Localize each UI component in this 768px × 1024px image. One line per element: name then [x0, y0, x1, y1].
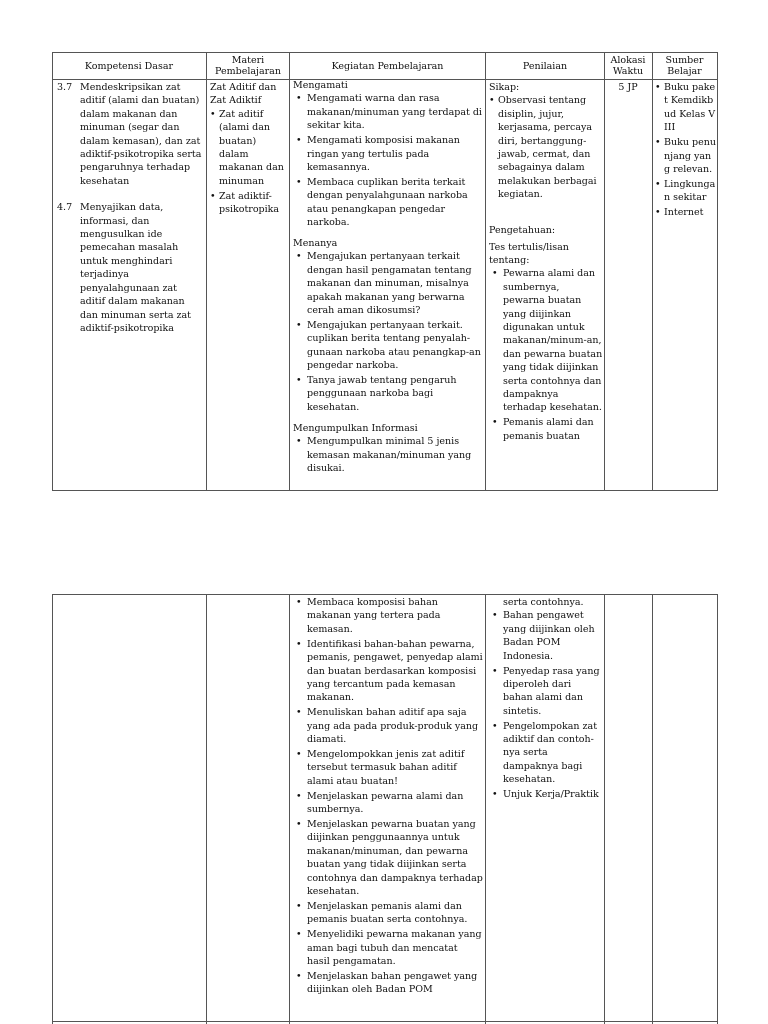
header-kegiatan-pembelajaran: Kegiatan Pembelajaran — [331, 60, 444, 72]
penilaian-cell — [489, 596, 603, 803]
list-item: • Tanya jawab tentang pengaruh penggunaan narkoba bagi kesehatan. — [293, 374, 483, 414]
col-divider — [289, 52, 290, 491]
list-item: • Menjelaskan pewarna alami dan sumbernya. — [293, 790, 483, 817]
table-bottom — [52, 594, 718, 1024]
list-item: • Identifikasi bahan-bahan pewarna, pemanis, pengawet, penyedap alami dan buatan berdasarkan komposisi yang tercantum pada kemasan makanan. — [293, 638, 483, 705]
kompetensi-item — [57, 201, 203, 335]
sumber-list — [655, 81, 716, 220]
list-item: • Membaca cuplikan berita terkait dengan penyalahgunaan narkoba atau penangkapan pengedar narkoba. — [293, 176, 483, 230]
kegiatan-cell — [293, 596, 483, 998]
header-alokasi-waktu: Alokasi Waktu — [610, 55, 646, 77]
tes-label: Tes tertulis/lisan tentang: — [489, 241, 569, 266]
kompetensi-number: 4.7 — [57, 202, 73, 214]
list-item: • Membaca komposisi bahan makanan yang tertera pada kemasan. — [293, 596, 483, 636]
table-border-bottom — [52, 1021, 718, 1022]
col-divider — [206, 52, 207, 491]
header-penilaian: Penilaian — [522, 60, 568, 72]
sumber-cell — [655, 81, 716, 221]
tes-list — [489, 267, 603, 443]
list-item: • Zat aditif (alami dan buatan) dalam makanan dan minuman — [210, 108, 287, 188]
col-divider — [717, 594, 718, 1024]
list-item: • Mengumpulkan minimal 5 jenis kemasan makanan/minuman yang disukai. — [293, 435, 483, 475]
alokasi-value: 5 JP — [618, 82, 638, 93]
pengetahuan-label: Pengetahuan: — [489, 225, 556, 237]
header-sumber-belajar: Sumber Belajar — [665, 55, 704, 77]
list-item: • Observasi tentang disiplin, jujur, kerjasama, percaya diri, bertanggung-jawab, cermat, dan sebagainya dalam melakukan berbagai kegiatan. — [489, 94, 603, 201]
kompetensi-text: Mendeskripsikan zat aditif (alami dan buatan) dalam makanan dan minuman (segar dan dalam kemasan), dan zat adiktif-psikotropika serta pengaruhnya terhadap kesehatan — [80, 82, 202, 187]
col-divider — [289, 594, 290, 1024]
list-item: • Lingkungan sekitar — [655, 178, 716, 205]
list-item: • Mengamati komposisi makanan ringan yang tertulis pada kemasannya. — [293, 134, 483, 174]
list-item: • Penyedap rasa yang diperoleh dari bahan alami dan sintetis. — [489, 665, 603, 719]
materi-title: Zat Aditif dan Zat Adiktif — [210, 82, 277, 107]
col-divider — [717, 52, 718, 491]
materi-cell — [210, 81, 287, 218]
list-item: • Pengelompokan zat adiktif dan contoh-nya serta dampaknya bagi kesehatan. — [489, 720, 603, 787]
list-item: • Mengelompokkan jenis zat aditif tersebut termasuk bahan aditif alami atau buatan! — [293, 748, 483, 788]
col-divider — [652, 52, 653, 491]
list-item: • Buku penunjang yang relevan. — [655, 136, 716, 176]
kompetensi-dasar-cell — [57, 81, 203, 335]
list-item: • Menuliskan bahan aditif apa saja yang ada pada produk-produk yang diamati. — [293, 706, 483, 746]
col-divider — [604, 594, 605, 1024]
col-divider — [485, 52, 486, 491]
list-item: • Menjelaskan pemanis alami dan pemanis buatan serta contohnya. — [293, 900, 483, 927]
col-divider — [652, 594, 653, 1024]
list-item: • Pemanis alami dan pemanis buatan — [489, 416, 603, 443]
list-item: • Internet — [655, 206, 716, 219]
kegiatan-list — [293, 250, 483, 414]
list-item: • Mengamati warna dan rasa makanan/minuman yang terdapat di sekitar kita. — [293, 92, 483, 132]
list-item: • Bahan pengawet yang diijinkan oleh Badan POM Indonesia. — [489, 609, 603, 663]
list-item: • Zat adiktif-psikotropika — [210, 190, 287, 217]
list-item: • Menjelaskan pewarna buatan yang diijinkan penggunaannya untuk makanan/minuman, dan pewarna buatan yang tidak diijinkan serta contohnya dan dampaknya terhadap kesehatan. — [293, 818, 483, 898]
kompetensi-number: 3.7 — [57, 82, 73, 93]
sikap-label: Sikap: — [489, 82, 520, 93]
materi-list — [210, 108, 287, 217]
col-divider — [604, 52, 605, 491]
alokasi-cell — [605, 81, 651, 94]
penilaian-list — [489, 609, 603, 801]
list-item: • Pewarna alami dan sumbernya, pewarna buatan yang diijinkan digunakan untuk makanan/minum-an, dan pewarna buatan yang tidak diijinkan serta contohnya dan dampaknya terhadap kesehatan. — [489, 267, 603, 414]
list-item: • Menjelaskan bahan pengawet yang diijinkan oleh Badan POM — [293, 970, 483, 997]
list-item: • Mengajukan pertanyaan terkait dengan hasil pengamatan tentang makanan dan minuman, misalnya apakah makanan yang berwarna cerah aman dikosumsi? — [293, 250, 483, 317]
list-item: • Menyelidiki pewarna makanan yang aman bagi tubuh dan mencatat hasil pengamatan. — [293, 928, 483, 968]
header-kompetensi-dasar: Kompetensi Dasar — [84, 60, 174, 72]
penilaian-continued-text: serta contohnya. — [503, 597, 584, 608]
header-materi-pembelajaran: Materi Pembelajaran — [215, 55, 281, 77]
list-item: • Mengajukan pertanyaan terkait. cuplikan berita tentang penyalah-gunaan narkoba atau penangkap-an pengedar narkoba. — [293, 319, 483, 373]
kegiatan-heading: Menanya — [293, 237, 338, 249]
table-border-top — [52, 594, 718, 595]
col-divider — [52, 594, 53, 1024]
penilaian-cell — [489, 81, 603, 445]
kegiatan-list — [293, 92, 483, 229]
table-top — [52, 52, 718, 491]
kegiatan-list — [293, 596, 483, 997]
col-divider — [206, 594, 207, 1024]
col-divider — [52, 52, 53, 491]
list-item: • Unjuk Kerja/Praktik — [489, 788, 603, 801]
kegiatan-heading: Mengumpulkan Informasi — [293, 422, 418, 434]
col-divider — [485, 594, 486, 1024]
kegiatan-list — [293, 435, 483, 475]
kompetensi-text: Menyajikan data, informasi, dan mengusulkan ide pemecahan masalah untuk menghindari terjadinya penyalahgunaan zat aditif dalam makanan dan minuman serta zat adiktif-psikotropika — [80, 202, 192, 334]
table-border-bottom — [52, 490, 718, 491]
list-item: • Buku paket Kemdikbud Kelas VIII — [655, 81, 716, 135]
kegiatan-cell — [293, 79, 483, 477]
kompetensi-item — [57, 81, 203, 188]
sikap-list — [489, 94, 603, 201]
kegiatan-heading: Mengamati — [293, 80, 348, 91]
